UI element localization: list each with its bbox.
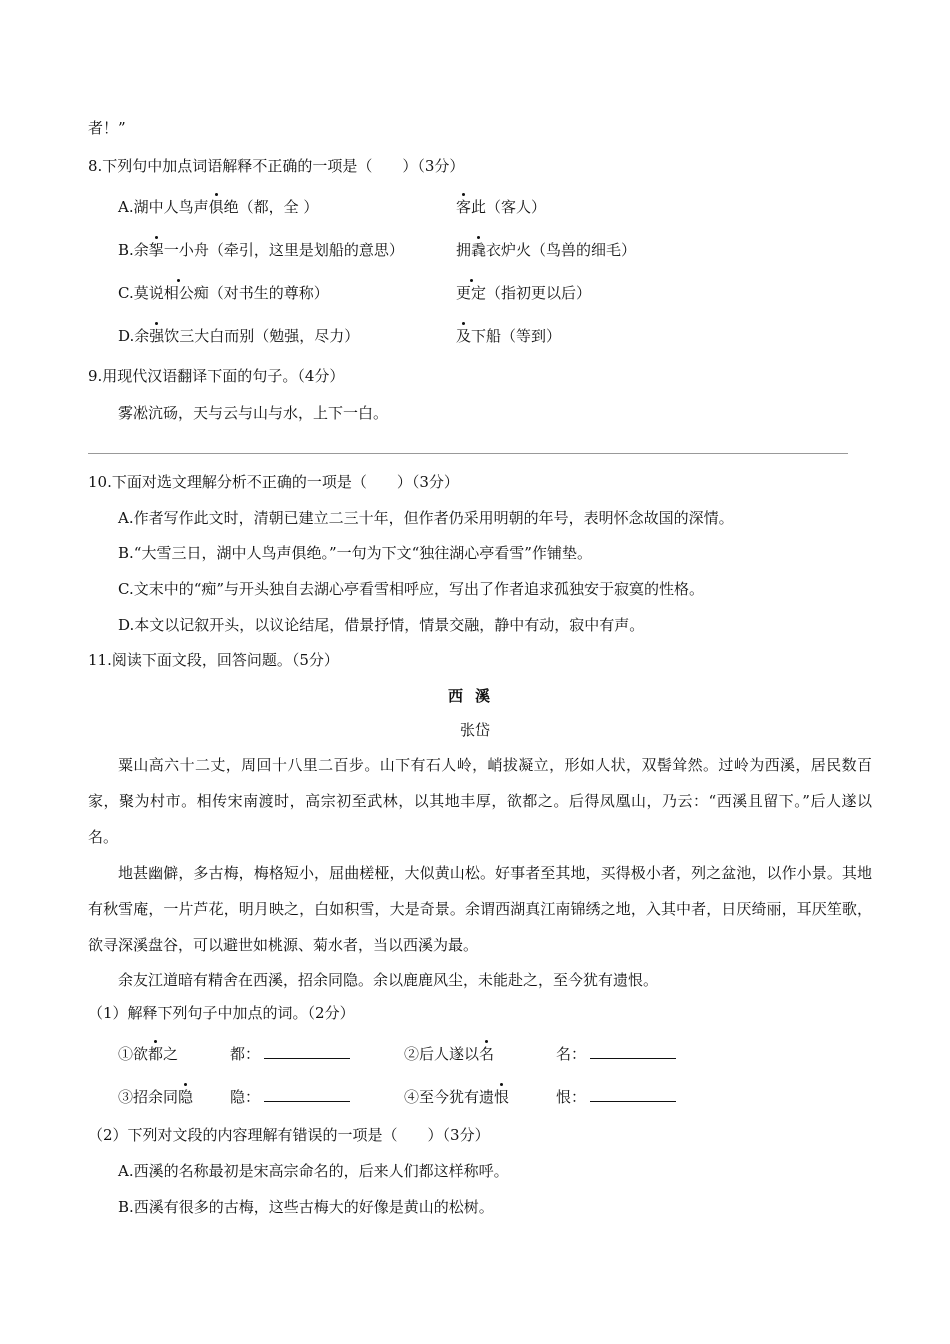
q8-option-c: C.莫说相公痴（对书生的尊称） <box>118 284 329 302</box>
q8-option-c-2: 更定（指初更以后） <box>456 284 592 302</box>
passage-paragraph-3: 余友江道暗有精舍在西溪，招余同隐。余以鹿鹿风尘，未能赴之，至今犹有遗恨。 <box>118 971 659 989</box>
question-9: 9.用现代汉语翻译下面的句子。（4分） <box>88 367 345 385</box>
q10-option-c: C.文末中的“痴”与开头独自去湖心亭看雪相呼应，写出了作者追求孤独安于寂寞的性格。 <box>118 580 705 598</box>
passage-paragraph-2: 地甚幽僻，多古梅，梅格短小，屈曲槎桠，大似黄山松。好事者至其地，买得极小者，列之盆池，以作小景。其地有秋雪庵，一片芦花，明月映之，白如积雪，大是奇景。余谓西湖真江南锦绣之地，入其中者，日厌绮丽，耳厌笙歌，欲寻深溪盘谷，可以避世如桃源、菊水者，当以西溪为最。 <box>88 864 872 954</box>
word-blank-2: 名： <box>556 1044 676 1064</box>
q11-2-option-b: B.西溪有很多的古梅，这些古梅大的好像是黄山的松树。 <box>118 1198 494 1216</box>
passage-paragraph-1: 粟山高六十二丈，周回十八里二百步。山下有石人岭，峭拔凝立，形如人状，双髻耸然。过岭为西溪，居民数百家，聚为村市。相传宋南渡时，高宗初至武林，以其地丰厚，欲都之。后得凤凰山，乃云：“西溪且留下。”后人遂以名。 <box>88 756 872 846</box>
word-item-1: ①欲都之 <box>118 1045 179 1063</box>
question-10: 10.下面对选文理解分析不正确的一项是（ ）（3分） <box>88 473 459 491</box>
q10-option-d: D.本文以记叙开头，以议论结尾，借景抒情，情景交融，静中有动，寂中有声。 <box>118 616 645 634</box>
q10-option-a: A.作者写作此文时，清朝已建立二三十年，但作者仍采用明朝的年号，表明怀念故国的深情。 <box>118 509 734 527</box>
passage-title: 西溪 <box>447 687 502 705</box>
q8-option-d-2: 及下船（等到） <box>456 327 562 345</box>
q11-2-option-a: A.西溪的名称最初是宋高宗命名的，后来人们都这样称呼。 <box>118 1162 509 1180</box>
answer-line <box>88 453 848 454</box>
question-11-1: （1）解释下列句子中加点的词。（2分） <box>88 1004 355 1022</box>
passage-author: 张岱 <box>459 721 490 739</box>
q8-option-d: D.余强饮三大白而别（勉强，尽力） <box>118 327 360 345</box>
q8-option-a: A.湖中人鸟声俱绝（都，全 ） <box>118 198 319 216</box>
word-item-4: ④至今犹有遗恨 <box>404 1088 510 1106</box>
q10-option-b: B.“大雪三日，湖中人鸟声俱绝。”一句为下文“独往湖心亭看雪”作铺垫。 <box>118 544 592 562</box>
question-11: 11.阅读下面文段，回答问题。（5分） <box>88 651 339 669</box>
q8-option-a-2: 客此（客人） <box>456 198 547 216</box>
word-blank-3: 隐： <box>230 1087 350 1107</box>
word-item-3: ③招余同隐 <box>118 1088 194 1106</box>
q8-option-b: B.余挐一小舟（牵引，这里是划船的意思） <box>118 241 404 259</box>
word-blank-4: 恨： <box>556 1087 676 1107</box>
question-11-2: （2）下列对文段的内容理解有错误的一项是（ ）（3分） <box>88 1126 490 1144</box>
question-8: 8.下列句中加点词语解释不正确的一项是（ ）（3分） <box>88 157 465 175</box>
q8-option-b-2: 拥毳衣炉火（鸟兽的细毛） <box>456 241 637 259</box>
q9-sentence: 雾凇沆砀，天与云与山与水，上下一白。 <box>118 404 389 422</box>
continued-text: 者！” <box>88 119 126 137</box>
word-blank-1: 都： <box>230 1044 350 1064</box>
word-item-2: ②后人遂以名 <box>404 1045 495 1063</box>
